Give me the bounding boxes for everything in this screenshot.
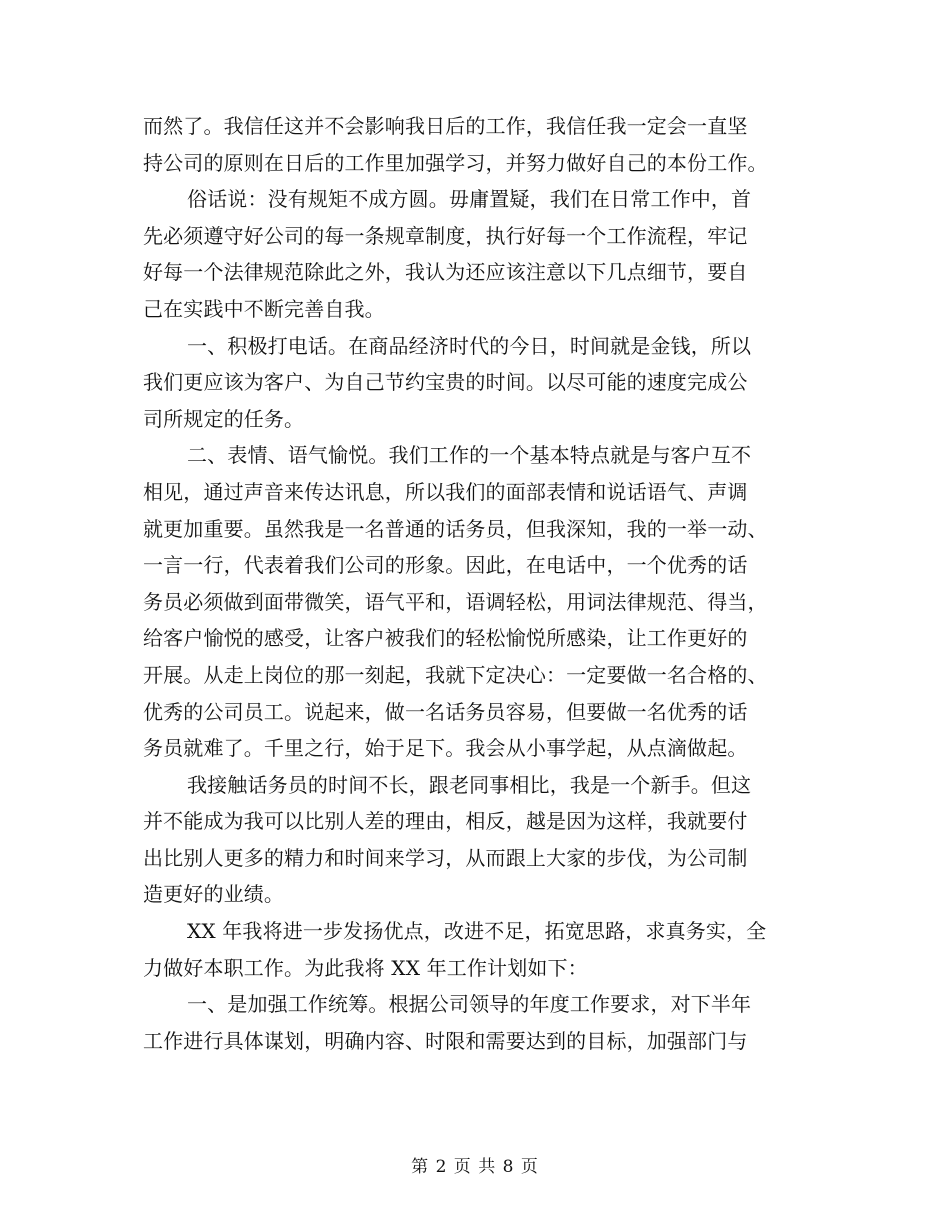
text-line: 就更加重要。虽然我是一名普通的话务员，但我深知，我的一举一动、 (143, 516, 768, 541)
text-line: 一言一行，代表着我们公司的形象。因此，在电话中，一个优秀的话 (143, 553, 748, 578)
text-line: 二、表情、语气愉悦。我们工作的一个基本特点就是与客户互不 (187, 443, 752, 468)
body-text (143, 108, 808, 1059)
text-line: 我接触话务员的时间不长，跟老同事相比，我是一个新手。但这 (187, 772, 752, 797)
text-line: 务员必须做到面带微笑，语气平和，语调轻松，用词法律规范、得当， (143, 589, 768, 614)
text-line: XX 年我将进一步发扬优点，改进不足，拓宽思路，求真务实，全 (187, 919, 767, 944)
text-line: 好每一个法律规范除此之外，我认为还应该注意以下几点细节，要自 (143, 260, 748, 285)
text-line: 一、是加强工作统筹。根据公司领导的年度工作要求，对下半年 (187, 992, 752, 1017)
text-line: 而然了。我信任这并不会影响我日后的工作，我信任我一定会一直坚 (143, 114, 748, 138)
text-line: 并不能成为我可以比别人差的理由，相反，越是因为这样，我就要付 (143, 809, 748, 834)
text-line: 优秀的公司员工。说起来，做一名话务员容易，但要做一名优秀的话 (143, 699, 748, 724)
text-line: 俗话说：没有规矩不成方圆。毋庸置疑，我们在日常工作中，首 (187, 187, 752, 212)
text-line: 先必须遵守好公司的每一条规章制度，执行好每一个工作流程，牢记 (143, 223, 748, 248)
text-line: 相见，通过声音来传达讯息，所以我们的面部表情和说话语气、声调 (143, 479, 748, 504)
text-line: 司所规定的任务。 (143, 406, 305, 431)
text-line: 一、积极打电话。在商品经济时代的今日，时间就是金钱，所以 (187, 333, 752, 358)
text-line: 造更好的业绩。 (143, 882, 285, 907)
text-line: 给客户愉悦的感受，让客户被我们的轻松愉悦所感染，让工作更好的 (143, 626, 748, 651)
text-line: 开展。从走上岗位的那一刻起，我就下定决心：一定要做一名合格的、 (143, 662, 768, 687)
text-line: 力做好本职工作。为此我将 XX 年工作计划如下： (143, 955, 588, 980)
text-line: 出比别人更多的精力和时间来学习，从而跟上大家的步伐，为公司制 (143, 845, 748, 870)
text-line: 务员就难了。千里之行，始于足下。我会从小事学起，从点滴做起。 (143, 736, 748, 761)
text-line: 工作进行具体谋划，明确内容、时限和需要达到的目标，加强部门与 (143, 1028, 748, 1053)
page-footer: 第 2 页 共 8 页 (411, 1157, 539, 1177)
text-line: 持公司的原则在日后的工作里加强学习，并努力做好自己的本份工作。 (143, 150, 768, 175)
text-line: 己在实践中不断完善自我。 (143, 296, 385, 321)
text-line: 我们更应该为客户、为自己节约宝贵的时间。以尽可能的速度完成公 (143, 370, 748, 395)
